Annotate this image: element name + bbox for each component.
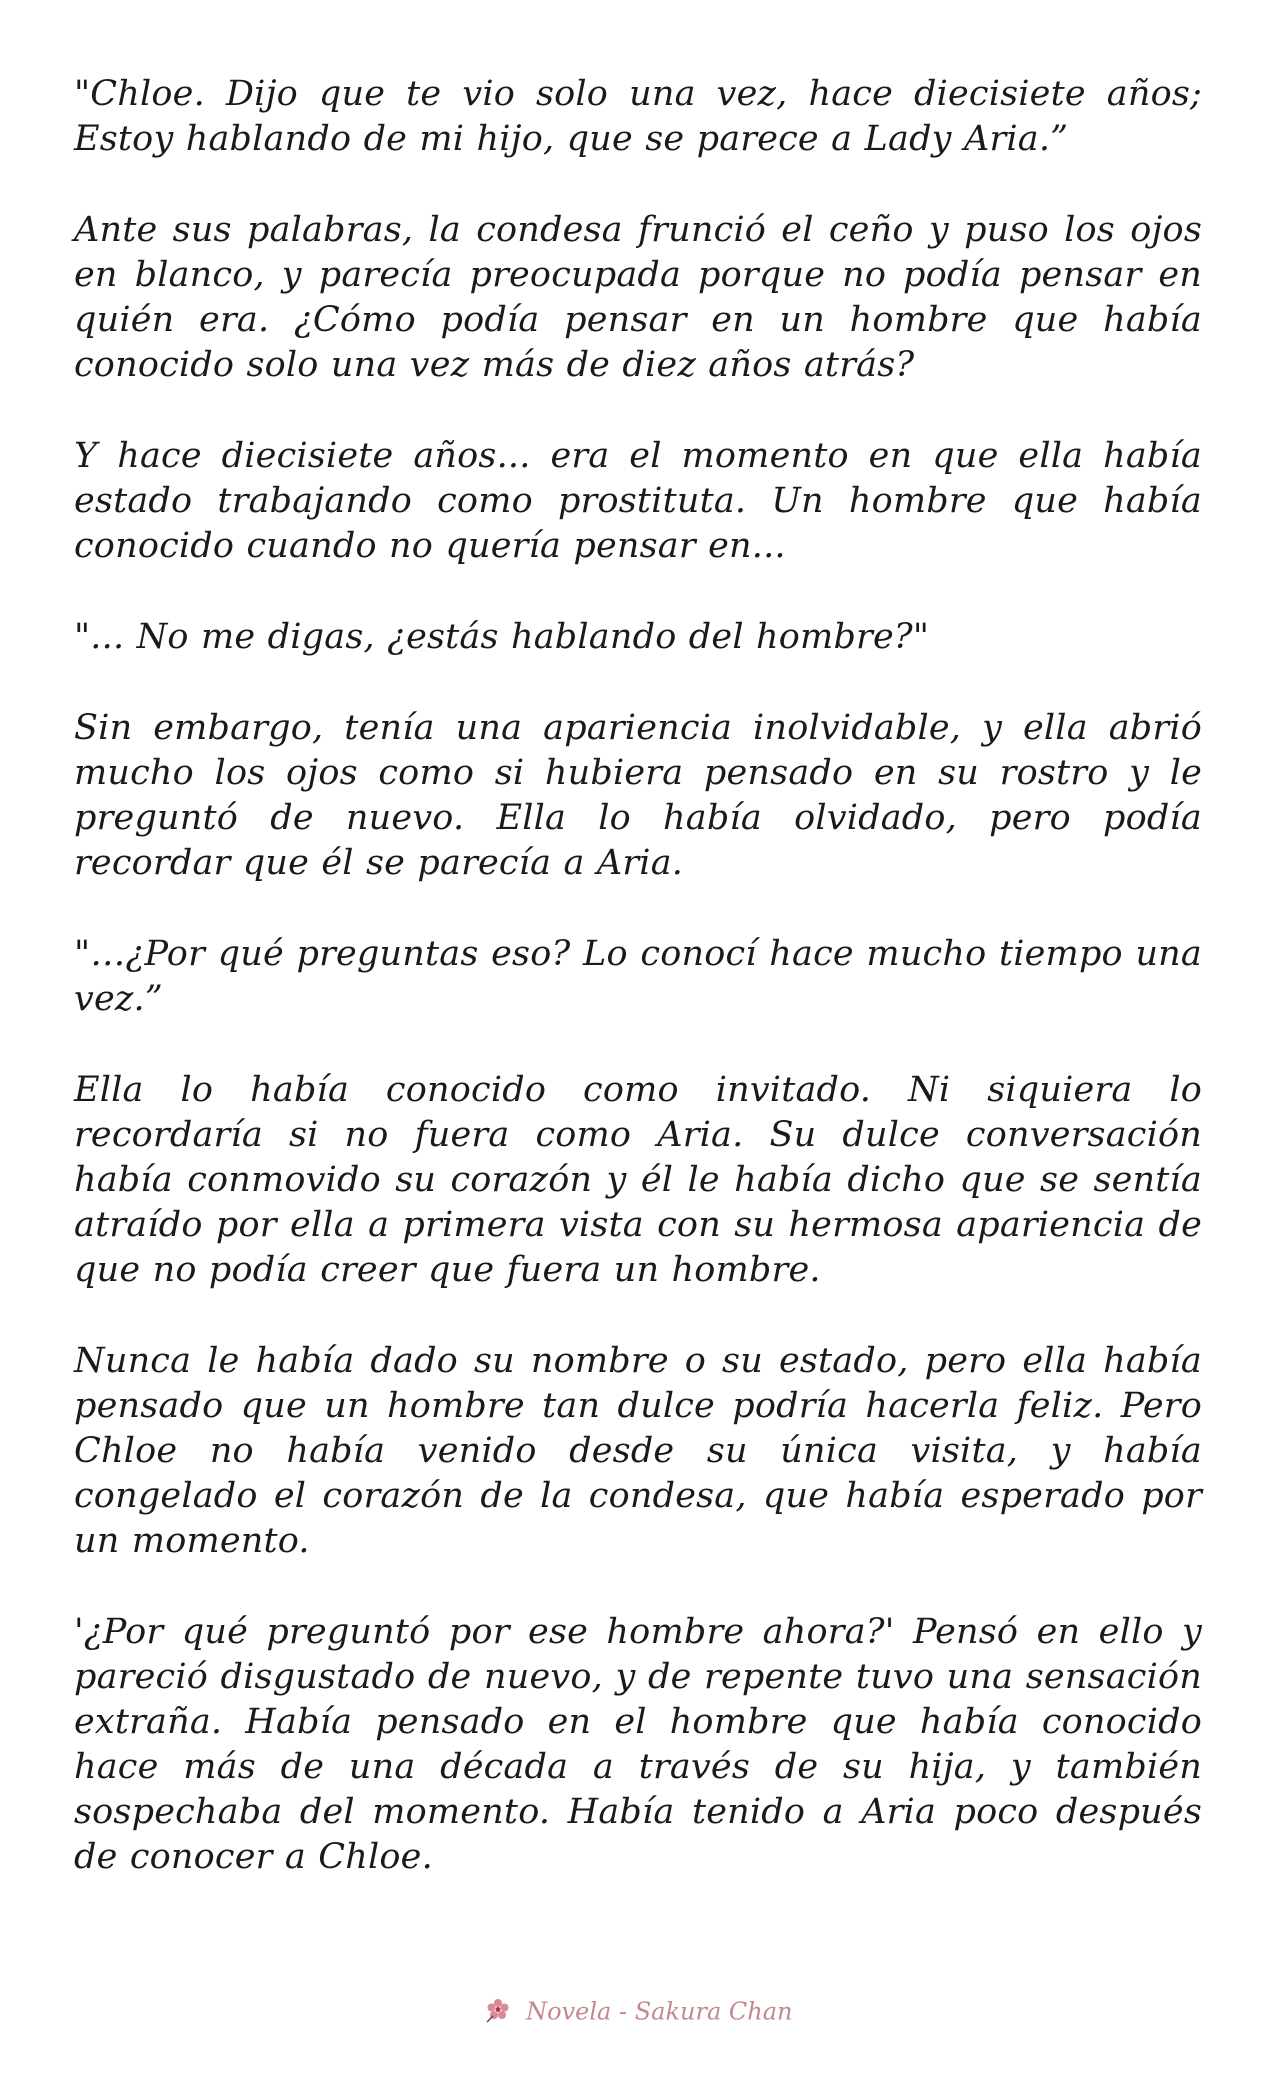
paragraph-9: '¿Por qué preguntó por ese hombre ahora?' Pensó en ello y pareció disgustado de nuevo, y de repente tuvo una sensación extraña. Había pensado en el hombre que había conocido hace más de una década a través de su hija, y también sospechaba del momento. Había tenido a Aria poco después de conocer a Chloe. [74, 1612, 1202, 1877]
cherry-blossom-icon [483, 1995, 513, 2031]
paragraph-6: "…¿Por qué preguntas eso? Lo conocí hace mucho tiempo una vez.” [74, 934, 1202, 1019]
paragraph-3: Y hace diecisiete años... era el momento en que ella había estado trabajando como prostituta. Un hombre que había conocido cuando no quería pensar en... [74, 436, 1202, 566]
story-text [74, 72, 1202, 1926]
paragraph-5: Sin embargo, tenía una apariencia inolvidable, y ella abrió mucho los ojos como si hubiera pensado en su rostro y le preguntó de nuevo. Ella lo había olvidado, pero podía recordar que él se parecía a Aria. [74, 708, 1202, 883]
paragraph-2: Ante sus palabras, la condesa frunció el ceño y puso los ojos en blanco, y parecía preocupada porque no podía pensar en quién era. ¿Cómo podía pensar en un hombre que había conocido solo una vez más de diez años atrás? [74, 210, 1202, 385]
watermark-text: Novela - Sakura Chan [526, 1997, 793, 2026]
paragraph-4: "... No me digas, ¿estás hablando del hombre?" [74, 617, 930, 657]
paragraph-7: Ella lo había conocido como invitado. Ni siquiera lo recordaría si no fuera como Aria. Su dulce conversación había conmovido su corazón y él le había dicho que se sentía atraído por ella a primera vista con su hermosa apariencia de que no podía creer que fuera un hombre. [74, 1070, 1202, 1290]
paragraph-1: "Chloe. Dijo que te vio solo una vez, hace diecisiete años; Estoy hablando de mi hijo, que se parece a Lady Aria.” [74, 74, 1202, 159]
paragraph-8: Nunca le había dado su nombre o su estado, pero ella había pensado que un hombre tan dulce podría hacerla feliz. Pero Chloe no había venido desde su única visita, y había congelado el corazón de la condesa, que había esperado por un momento. [74, 1341, 1202, 1561]
watermark [0, 1995, 1275, 2031]
